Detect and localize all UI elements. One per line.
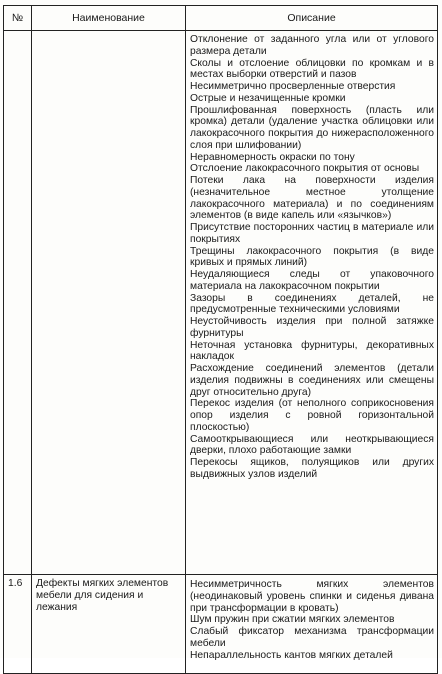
description-line: Острые и незачищенные кромки (190, 92, 346, 104)
description-list (186, 575, 437, 663)
description-line: Расхождение соединений элементов (детали изделия подвижны в соединениях или смещены друг относительно друга) (190, 363, 434, 398)
description-line: Отслоение лакокрасочного покрытия от основы (190, 163, 420, 175)
description-line: Прошлифованная поверхность (пласть или кромка) детали (удаление участка облицовки или лакокрасочного покрытия до нижерасположенного слоя при шлифовании) (190, 104, 434, 151)
description-line: Перекосы ящиков, полуящиков или других выдвижных узлов изделий (190, 457, 434, 480)
header-description: Описание (186, 6, 438, 31)
header-name: Наименование (32, 6, 186, 31)
row-description (186, 31, 438, 575)
description-line: Шум пружин при сжатии мягких элементов (190, 614, 395, 626)
row-name: Дефекты мягких элементов мебели для сидения и лежания (32, 575, 186, 674)
row-description (186, 575, 438, 674)
description-line: Несимметрично просверленные отверстия (190, 81, 396, 92)
row-number: 1.6 (4, 575, 32, 674)
description-line: Трещины лакокрасочного покрытия (в виде кривых и прямых линий) (190, 245, 434, 269)
description-line: Неудаляющиеся следы от упаковочного материала на лакокрасочном покрытии (190, 269, 434, 292)
header-number: № (4, 6, 32, 31)
description-line: Непараллельность кантов мягких деталей (190, 649, 393, 661)
description-line: Несимметричность мягких элементов (неодинаковый уровень спинки и сиденья дивана при трансформации в кровать) (190, 579, 434, 614)
table-row (4, 31, 438, 575)
row-number (4, 31, 32, 575)
description-line: Неравномерность окраски по тону (190, 151, 355, 163)
description-line: Потеки лака на поверхности изделия (незначительное местное утолщение лакокрасочного материала) и по соединениям элементов (в виде капель или «язычков») (190, 175, 434, 222)
description-line: Перекос изделия (от неполного соприкосновения опор изделия с ровной горизонтальной плоскостью) (190, 398, 434, 433)
description-line: Зазоры в соединениях деталей, не предусмотренные техническими условиями (190, 292, 434, 316)
description-list (186, 31, 437, 483)
description-line: Неустойчивость изделия при полной затяжке фурнитуры (190, 316, 434, 339)
description-line: Сколы и отслоение облицовки по кромкам и в местах выборки отверстий и пазов (190, 57, 434, 81)
row-name (32, 31, 186, 575)
defects-table (3, 5, 438, 674)
description-line: Самооткрывающиеся или неоткрывающиеся дверки, плохо работающие замки (190, 433, 434, 457)
description-line: Слабый фиксатор механизма трансформации мебели (190, 626, 434, 649)
description-line: Отклонение от заданного угла или от углового размера детали (190, 34, 434, 57)
table-row (4, 575, 438, 674)
description-line: Неточная установка фурнитуры, декоративных накладок (190, 339, 434, 363)
table-header-row (4, 6, 438, 31)
description-line: Присутствие посторонних частиц в материале или покрытиях (190, 222, 434, 245)
